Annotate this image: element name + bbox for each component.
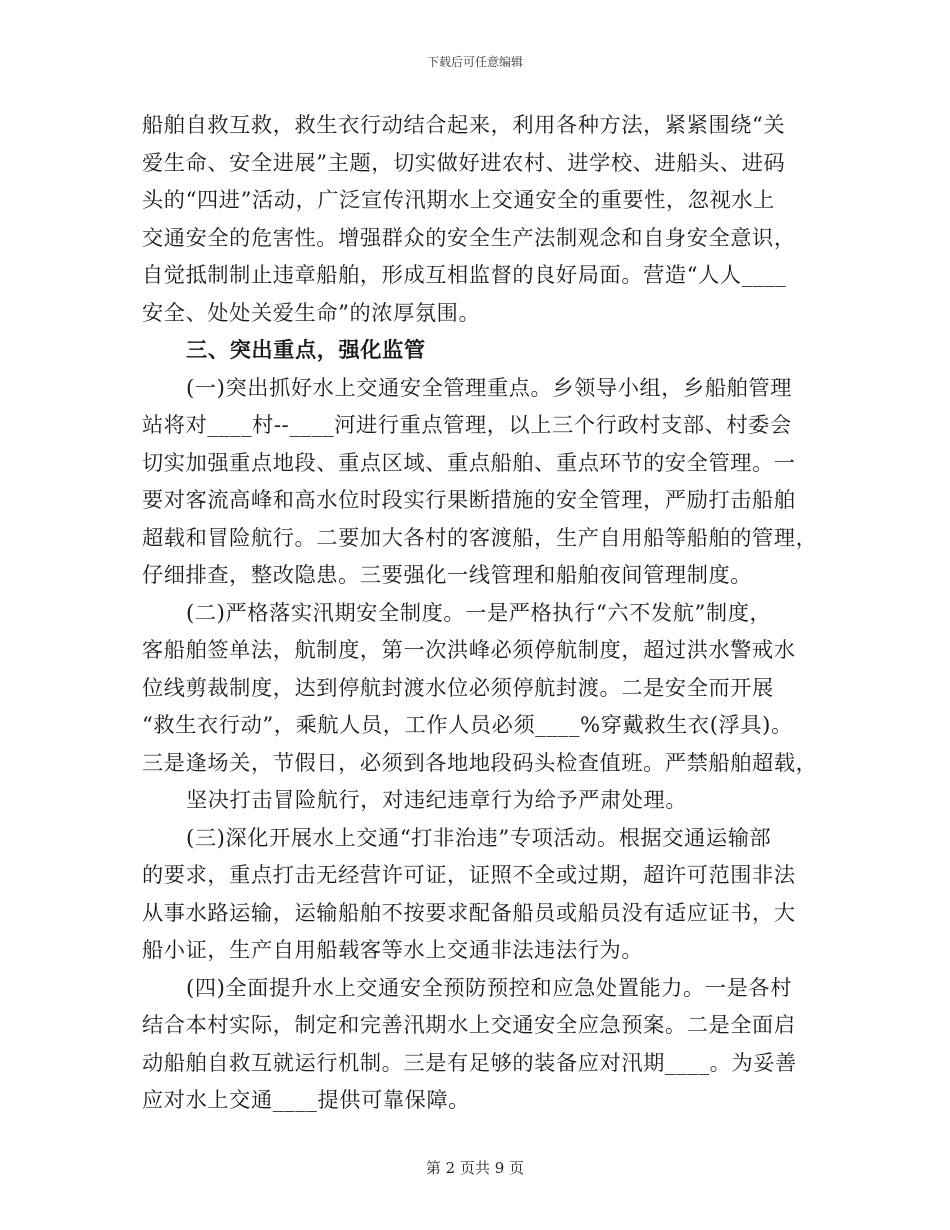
text-line: 的要求，重点打击无经营许可证，证照不全或过期，超许可范围非法 bbox=[142, 862, 796, 887]
document-body bbox=[142, 106, 818, 1119]
text-line: 船舶自救互救，救生衣行动结合起来，利用各种方法，紧紧围绕“关 bbox=[142, 112, 786, 137]
text-line: 安全、处处关爱生命”的浓厚氛围。 bbox=[142, 299, 481, 325]
text-line: 客船舶签单法，航制度，第一次洪峰必须停航制度，超过洪水警戒水 bbox=[142, 637, 796, 662]
text-line: 自觉抵制制止违章船舶，形成互相监督的良好局面。营造“人人____ bbox=[142, 262, 787, 287]
text-line: 爱生命、安全进展”主题，切实做好进农村、进学校、进船头、进码 bbox=[142, 149, 786, 175]
text-line: (三)深化开展水上交通“打非治违”专项活动。根据交通运输部 bbox=[186, 824, 772, 850]
text-line: (二)严格落实汛期安全制度。一是严格执行“六不发航”制度， bbox=[186, 599, 772, 625]
page-footer: 第 2 页共 9 页 bbox=[425, 1159, 525, 1177]
page-header: 下载后可任意编辑 bbox=[426, 55, 523, 69]
text-line: 从事水路运输，运输船舶不按要求配备船员或船员没有适应证书，大 bbox=[142, 899, 796, 925]
text-line: 头的“四进”活动，广泛宣传汛期水上交通安全的重要性，忽视水上 bbox=[142, 187, 775, 212]
text-line: 三是逢场关，节假日，必须到各地地段码头检查值班。严禁船舶超载， bbox=[142, 749, 818, 775]
text-line: (四)全面提升水上交通安全预防预控和应急处置能力。一是各村 bbox=[186, 974, 792, 1000]
text-line: 坚决打击冒险航行，对违纪违章行为给予严肃处理。 bbox=[186, 787, 688, 812]
text-line: 位线剪裁制度，达到停航封渡水位必须停航封渡。二是安全而开展 bbox=[142, 674, 774, 700]
text-line: “救生衣行动”，乘航人员，工作人员必须____%穿戴救生衣(浮具)。 bbox=[142, 712, 793, 737]
text-line: 应对水上交通____提供可靠保障。 bbox=[142, 1087, 471, 1112]
text-line: 船小证，生产自用船载客等水上交通非法违法行为。 bbox=[142, 937, 644, 962]
text-line: 交通安全的危害性。增强群众的安全生产法制观念和自身安全意识， bbox=[142, 224, 796, 250]
text-line: 仔细排查，整改隐患。三要强化一线管理和船舶夜间管理制度。 bbox=[142, 562, 753, 587]
text-line: 站将对____村--____河进行重点管理，以上三个行政村支部、村委会 bbox=[142, 412, 792, 437]
text-line: (一)突出抓好水上交通安全管理重点。乡领导小组，乡船舶管理 bbox=[186, 374, 792, 400]
text-line: 超载和冒险航行。二要加大各村的客渡船，生产自用船等船舶的管理， bbox=[142, 524, 818, 550]
section-heading: 三、突出重点，强化监管 bbox=[186, 337, 426, 362]
text-line: 切实加强重点地段、重点区域、重点船舶、重点环节的安全管理。一 bbox=[142, 449, 796, 475]
text-line: 要对客流高峰和高水位时段实行果断措施的安全管理，严励打击船舶 bbox=[142, 487, 796, 512]
text-line: 动船舶自救互就运行机制。三是有足够的装备应对汛期____。为妥善 bbox=[142, 1049, 797, 1075]
text-line: 结合本村实际，制定和完善汛期水上交通安全应急预案。二是全面启 bbox=[142, 1012, 796, 1037]
